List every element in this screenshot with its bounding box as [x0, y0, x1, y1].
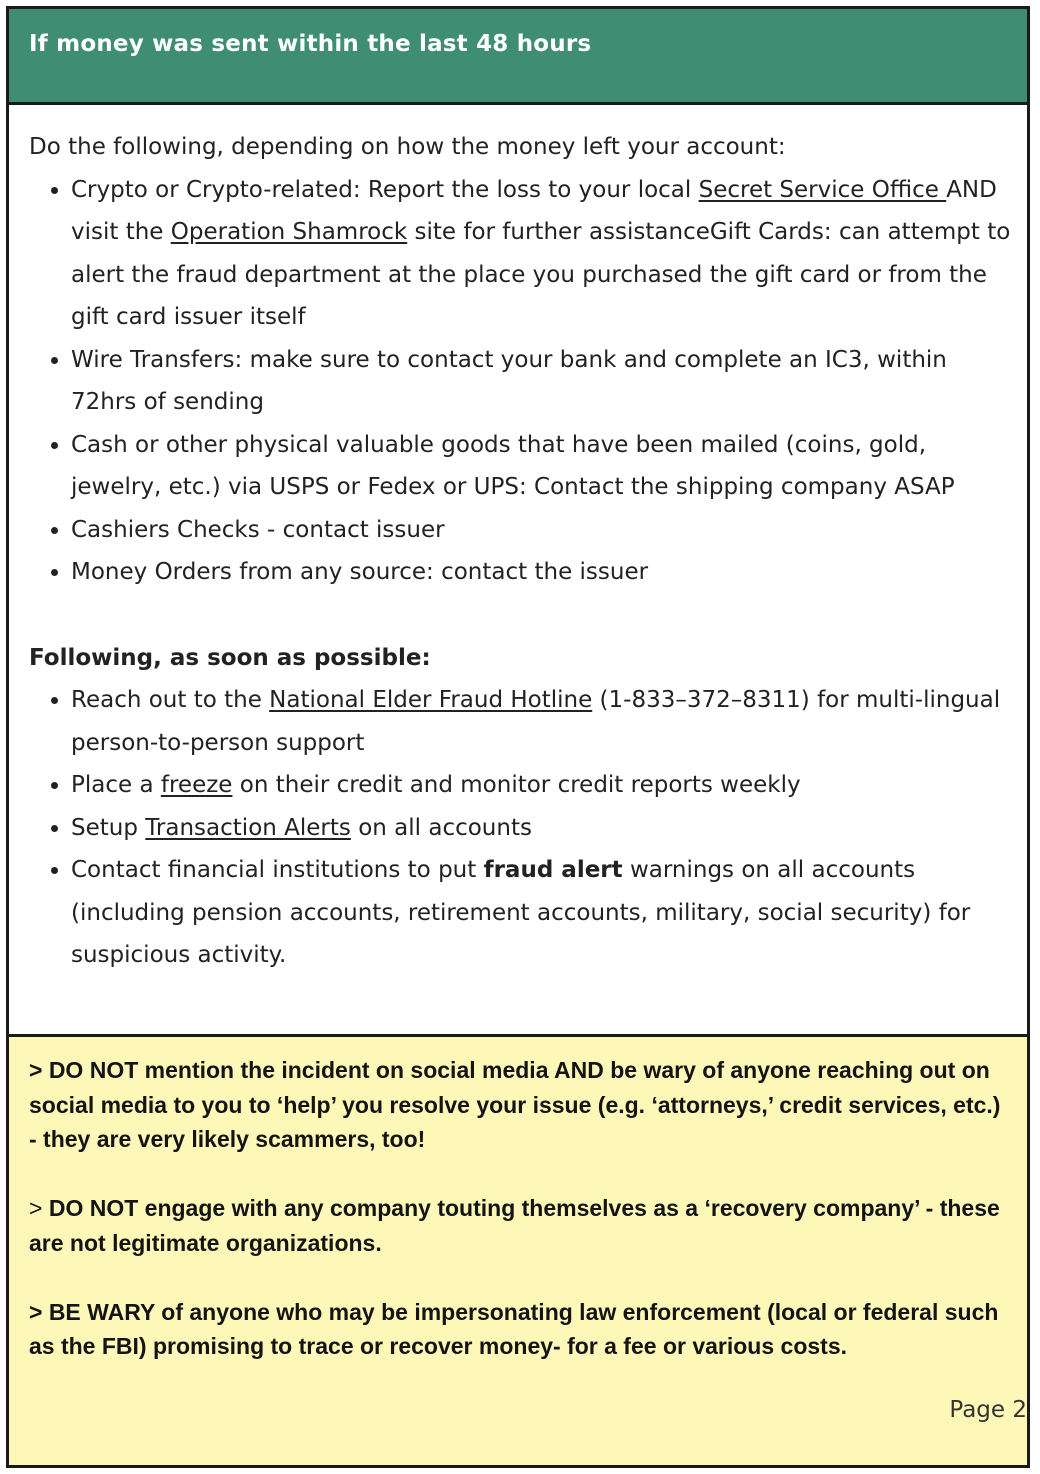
list-item-cash: • Cash or other physical valuable goods that have been mailed (coins, gold, jewelry, etc.) via USPS or Fedex or UPS: Contact the shipping company ASAP: [71, 424, 1015, 509]
crypto-text-pre: Crypto or Crypto-related: Report the loss to your local: [71, 176, 699, 203]
page-number: Page 2: [949, 1397, 1027, 1423]
list-item-freeze: [71, 764, 1015, 807]
list-item-alerts: [71, 807, 1015, 850]
warning-recovery-company: [29, 1191, 1013, 1260]
warning-text: [29, 1053, 1013, 1398]
list-item-cashiers-checks: • Cashiers Checks - contact issuer: [71, 509, 1015, 552]
list-item-money-orders: • Money Orders from any source: contact the issuer: [71, 551, 1015, 594]
followup-heading: Following, as soon as possible:: [29, 644, 431, 671]
crypto-text-mid: AND visit the: [71, 176, 997, 245]
warning-social-media: > DO NOT mention the incident on social media AND be wary of anyone reaching out on social media to you to ‘help’ you resolve your issue (e.g. ‘attorneys,’ credit services, etc.) - they are very likely scammers, too!: [29, 1057, 1001, 1152]
secret-service-link[interactable]: Secret Service Office: [698, 176, 947, 203]
payment-methods-list: [29, 169, 1015, 594]
fraud-alert-bold: fraud alert: [483, 857, 623, 883]
hotline-text-pre: Reach out to the: [71, 687, 270, 713]
warning-prefix: >: [29, 1195, 43, 1221]
section-title: If money was sent within the last 48 hours: [29, 31, 592, 57]
alerts-text-post: on all accounts: [350, 814, 532, 841]
followup-list: [29, 679, 1015, 977]
fraud-alert-text-pre: Contact financial institutions to put: [71, 857, 484, 883]
hotline-text-post: (1-833–372–8311) for multi-lingual person-to-person support: [71, 687, 1001, 756]
elder-fraud-hotline-link[interactable]: National Elder Fraud Hotline: [269, 687, 593, 713]
fraud-alert-text-post: warnings on all accounts (including pension accounts, retirement accounts, military, social security) for suspicious activity.: [71, 857, 971, 968]
list-item-wire: • Wire Transfers: make sure to contact your bank and complete an IC3, within 72hrs of sending: [71, 339, 1015, 424]
list-item-fraud-alert: [71, 849, 1015, 977]
freeze-text-post: on their credit and monitor credit reports weekly: [232, 772, 801, 798]
freeze-link[interactable]: freeze: [160, 772, 233, 798]
list-item-hotline: [71, 679, 1015, 764]
alerts-text-pre: Setup: [71, 814, 146, 841]
main-content: [29, 126, 1015, 977]
transaction-alerts-link[interactable]: Transaction Alerts: [145, 814, 351, 841]
intro-text: Do the following, depending on how the money left your account:: [29, 134, 786, 160]
section-header: [9, 9, 1027, 105]
freeze-text-pre: Place a: [71, 772, 161, 798]
warning-box: [9, 1034, 1027, 1465]
warning-law-enforcement: > BE WARY of anyone who may be impersonating law enforcement (local or federal such as the FBI) promising to trace or recover money- for a fee or various costs.: [29, 1298, 999, 1359]
crypto-text-post: site for further assistanceGift Cards: can attempt to alert the fraud department at the place you purchased the gift card or from the gift card issuer itself: [71, 219, 1011, 330]
list-item-crypto: [71, 169, 1015, 339]
page-frame: [6, 6, 1030, 1468]
operation-shamrock-link[interactable]: Operation Shamrock: [170, 219, 408, 245]
warning-recovery-text: DO NOT engage with any company touting themselves as a ‘recovery company’ - these are not legitimate organizations.: [29, 1195, 1000, 1256]
